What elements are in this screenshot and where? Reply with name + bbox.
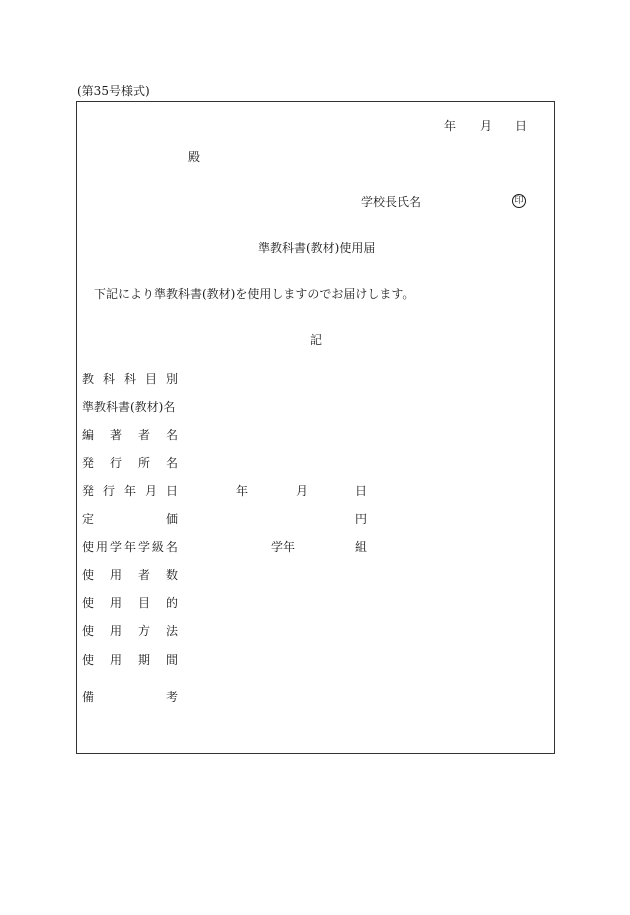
row-label-grade-class: 使 用 学 年 学 級 名 xyxy=(82,540,178,554)
row-label-purpose: 使 用 目 的 xyxy=(82,596,178,610)
row-label-author: 編 著 者 名 xyxy=(82,428,178,442)
row-label-price: 定 価 xyxy=(82,512,178,526)
grade-label: 学年 xyxy=(271,540,296,554)
publish-day-label: 日 xyxy=(355,484,368,498)
intro-text: 下記により準教科書(教材)を使用しますのでお届けします。 xyxy=(94,287,415,301)
row-label-period: 使 用 期 間 xyxy=(82,653,178,667)
principal-name-label: 学校長氏名 xyxy=(361,195,422,209)
date-year-label: 年 xyxy=(444,119,457,133)
ki-heading: 記 xyxy=(310,333,323,347)
row-label-method: 使 用 方 法 xyxy=(82,624,178,638)
row-label-textbook-name: 準教科書(教材)名 xyxy=(82,400,176,414)
price-unit-label: 円 xyxy=(355,512,368,526)
publish-year-label: 年 xyxy=(236,484,249,498)
publish-month-label: 月 xyxy=(296,484,309,498)
row-label-remarks: 備 考 xyxy=(82,690,178,704)
row-label-publisher: 発 行 所 名 xyxy=(82,456,178,470)
class-label: 組 xyxy=(355,540,368,554)
form-number: (第35号様式) xyxy=(77,84,150,98)
row-label-subject: 教 科 科 目 別 xyxy=(82,372,178,386)
date-day-label: 日 xyxy=(515,119,528,133)
row-label-user-count: 使 用 者 数 xyxy=(82,568,178,582)
seal-mark: 印 xyxy=(512,194,526,208)
row-label-publish-date: 発 行 年 月 日 xyxy=(82,484,178,498)
date-month-label: 月 xyxy=(480,119,493,133)
addressee-suffix: 殿 xyxy=(188,150,201,164)
form-title: 準教科書(教材)使用届 xyxy=(258,241,376,255)
